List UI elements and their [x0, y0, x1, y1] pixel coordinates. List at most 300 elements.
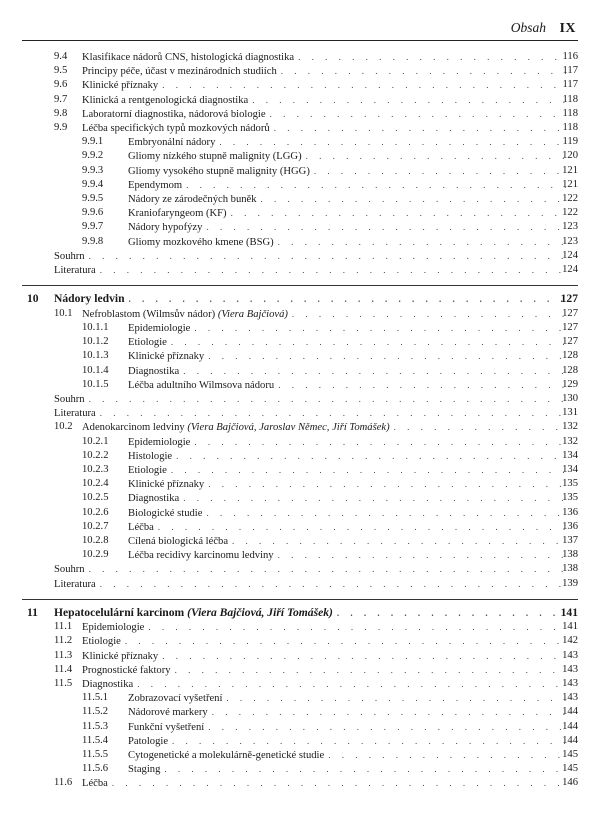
toc-entry-row [0, 321, 600, 335]
toc-entry-row [0, 463, 600, 477]
dot-leader [162, 649, 566, 663]
entry-number: 10.2.5 [82, 492, 109, 504]
entry-title-wrap [128, 691, 566, 706]
entry-number: 9.9.3 [82, 164, 104, 176]
entry-number: 11.5.1 [82, 692, 109, 704]
entry-title-text: Léčba [82, 778, 108, 790]
entry-number: 9.9.4 [82, 178, 104, 190]
entry-number: 9.9.7 [82, 221, 104, 233]
entry-title-text: Klinické příznaky [128, 351, 205, 363]
entry-title-wrap [128, 178, 566, 193]
entry-page-number: 117 [562, 65, 578, 77]
dot-leader [292, 307, 566, 321]
entry-title [128, 207, 231, 221]
toc-entry-row [0, 506, 600, 520]
entry-page-number: 137 [562, 534, 578, 546]
entry-title [54, 563, 89, 577]
entry-page-number: 132 [562, 435, 578, 447]
dot-leader [208, 720, 566, 734]
entry-title [128, 193, 261, 207]
entry-title-wrap [128, 748, 566, 763]
entry-title [82, 678, 137, 692]
entry-title [82, 777, 112, 791]
dot-leader [158, 520, 566, 534]
dot-leader [226, 691, 566, 705]
entry-page-number: 127 [560, 292, 578, 306]
entry-title [54, 264, 100, 278]
toc-entry-row [0, 649, 600, 663]
entry-number: 10.2.7 [82, 520, 109, 532]
entry-title-wrap [54, 249, 566, 264]
toc-entry-row [0, 378, 600, 392]
entry-title-wrap [128, 220, 566, 235]
entry-page-number: 135 [562, 492, 578, 504]
entry-page-number: 143 [562, 663, 578, 675]
entry-number: 11.3 [54, 649, 73, 661]
entry-title-wrap [128, 463, 566, 478]
entry-title [128, 365, 183, 379]
entry-number: 10.2.8 [82, 534, 109, 546]
entry-number: 10.2.6 [82, 506, 109, 518]
chapter-separator [22, 599, 578, 600]
entry-title [128, 322, 194, 336]
entry-title-text: Epidemiologie [82, 622, 145, 634]
entry-author: (Viera Bajčiová) [217, 308, 288, 320]
dot-leader [394, 420, 566, 434]
entry-title-text: Klinické příznaky [82, 650, 159, 662]
entry-title-wrap [82, 121, 566, 136]
entry-title-wrap [82, 64, 566, 79]
entry-title [128, 464, 171, 478]
entry-title-text: Léčba recidivy karcinomu ledviny [128, 550, 274, 562]
dot-leader [183, 364, 566, 378]
entry-title-text: Nefroblastom (Wilmsův nádor) [82, 308, 216, 320]
entry-title-wrap [128, 235, 566, 250]
entry-page-number: 143 [562, 692, 578, 704]
entry-number: 9.9.8 [82, 235, 104, 247]
toc-entry-row [0, 720, 600, 734]
entry-number: 10.2.4 [82, 478, 109, 490]
entry-page-number: 128 [562, 364, 578, 376]
entry-number: 11.1 [54, 621, 73, 633]
entry-title-wrap [82, 307, 566, 322]
entry-page-number: 118 [562, 93, 578, 105]
entry-title-wrap [82, 420, 566, 435]
entry-page-number: 135 [562, 478, 578, 490]
entry-page-number: 143 [562, 678, 578, 689]
dot-leader [171, 463, 566, 477]
toc-entry-row [0, 349, 600, 363]
entry-title-wrap [128, 321, 566, 336]
entry-title [128, 763, 164, 777]
toc-entry-row [0, 748, 600, 762]
entry-number: 11.5 [54, 678, 73, 689]
entry-page-number: 121 [562, 164, 578, 176]
entry-page-number: 119 [562, 136, 578, 148]
toc-entry-row [0, 235, 600, 249]
dot-leader [148, 620, 566, 634]
entry-title-text: Hepatocelulární karcinom [54, 605, 185, 619]
entry-page-number: 145 [562, 749, 578, 760]
entry-page-number: 141 [560, 605, 578, 619]
entry-page-number: 129 [562, 378, 578, 390]
entry-title-wrap [128, 449, 566, 464]
entry-title [128, 492, 183, 506]
entry-page-number: 122 [562, 193, 578, 204]
entry-title-wrap [128, 762, 566, 777]
entry-number: 9.9.5 [82, 193, 104, 204]
entry-page-number: 134 [562, 449, 578, 461]
entry-title-text: Principy péče, účast v mezinárodních studiích [82, 66, 277, 78]
dot-leader [261, 192, 566, 206]
entry-title-wrap [82, 677, 566, 692]
toc-entry-row [0, 435, 600, 449]
entry-title-text: Souhrn [54, 393, 85, 405]
toc-entry-row [0, 548, 600, 562]
entry-title [82, 79, 162, 93]
entry-title-text: Funkční vyšetření [128, 721, 205, 733]
dot-leader [208, 349, 566, 363]
entry-title-text: Etiologie [82, 636, 121, 648]
entry-number: 9.9.2 [82, 150, 104, 162]
entry-page-number: 121 [562, 178, 578, 190]
dot-leader [129, 291, 566, 307]
toc-entry-row [0, 705, 600, 719]
dot-leader [298, 50, 566, 64]
entry-page-number: 123 [562, 221, 578, 233]
dot-leader [252, 93, 566, 107]
entry-page-number: 118 [562, 107, 578, 119]
entry-title [54, 250, 89, 264]
entry-title-text: Literatura [54, 408, 96, 420]
entry-number: 11 [27, 605, 38, 619]
entry-title [54, 407, 100, 421]
entry-page-number: 132 [562, 421, 578, 433]
entry-title-wrap [82, 50, 566, 65]
dot-leader [314, 164, 566, 178]
dot-leader [212, 705, 566, 719]
toc-entry-row [0, 78, 600, 92]
entry-page-number: 131 [562, 407, 578, 419]
entry-title-text: Nádory ledvin [54, 292, 125, 306]
toc-chapter-row [0, 605, 600, 621]
entry-title-text: Gliomy vysokého stupně malignity (HGG) [128, 165, 310, 177]
dot-leader [100, 406, 566, 420]
entry-title-text: Etiologie [128, 464, 167, 476]
entry-title-wrap [54, 577, 566, 592]
dot-leader [176, 449, 566, 463]
entry-title [82, 65, 281, 79]
toc-entry-row [0, 620, 600, 634]
entry-number: 11.5.5 [82, 749, 109, 760]
entry-title [128, 692, 226, 706]
header-section-title: Obsah [510, 20, 547, 35]
dot-leader [89, 392, 566, 406]
entry-title [82, 308, 292, 322]
entry-title [82, 94, 252, 108]
entry-number: 10 [27, 292, 39, 306]
entry-title [54, 605, 337, 621]
entry-title [82, 635, 125, 649]
dot-leader [206, 506, 566, 520]
entry-number: 11.5.6 [82, 763, 109, 775]
toc-entry-row [0, 364, 600, 378]
dot-leader [100, 577, 566, 591]
toc-entry-row [0, 734, 600, 748]
dot-leader [270, 107, 566, 121]
toc-entry-row [0, 691, 600, 705]
dot-leader [194, 321, 566, 335]
dot-leader [231, 206, 566, 220]
entry-title-text: Literatura [54, 265, 96, 276]
entry-title [82, 108, 270, 122]
header-page-number: IX [559, 21, 576, 36]
toc-entry-row [0, 149, 600, 163]
entry-title-text: Ependymom [128, 179, 183, 191]
entry-number: 10.1.2 [82, 336, 109, 348]
entry-title-text: Cytogenetické a molekulárně-genetické studie [128, 750, 325, 761]
entry-title-wrap [82, 776, 566, 791]
entry-number: 11.2 [54, 635, 73, 647]
toc-entry-row [0, 762, 600, 776]
entry-title-text: Nádory hypofýzy [128, 222, 203, 234]
toc-entry-row [0, 263, 600, 277]
entry-title [82, 621, 148, 635]
entry-title [128, 236, 278, 250]
entry-title-text: Embryonální nádory [128, 137, 216, 149]
entry-title-text: Léčba specifických typů mozkových nádorů [82, 123, 270, 134]
entry-title-text: Diagnostika [128, 493, 180, 505]
entry-title [128, 436, 194, 450]
entry-title-text: Epidemiologie [128, 322, 191, 334]
dot-leader [162, 78, 566, 92]
entry-page-number: 146 [562, 777, 578, 789]
entry-title-text: Etiologie [128, 337, 167, 349]
entry-number: 10.1.5 [82, 378, 109, 390]
entry-title-text: Epidemiologie [128, 436, 191, 448]
entry-title [128, 136, 219, 150]
dot-leader [186, 178, 566, 192]
dot-leader [278, 235, 566, 249]
header-text [511, 20, 576, 37]
toc-entry-row [0, 677, 600, 691]
dot-leader [89, 249, 566, 263]
toc-entry-row [0, 249, 600, 263]
entry-title-wrap [128, 206, 566, 221]
dot-leader [164, 762, 566, 776]
entry-page-number: 141 [562, 621, 578, 633]
entry-title [128, 221, 206, 235]
dot-leader [278, 378, 566, 392]
entry-page-number: 144 [562, 734, 578, 746]
entry-title [128, 507, 206, 521]
entry-title-text: Gliomy mozkového kmene (BSG) [128, 236, 274, 248]
entry-title-text: Nádory ze zárodečných buněk [128, 194, 257, 205]
entry-title-text: Nádorové markery [128, 707, 208, 719]
entry-page-number: 138 [562, 563, 578, 575]
toc-entry-row [0, 534, 600, 548]
entry-page-number: 124 [562, 249, 578, 261]
entry-page-number: 116 [562, 51, 578, 62]
dot-leader [137, 677, 566, 691]
entry-page-number: 145 [562, 763, 578, 775]
entry-number: 9.9.1 [82, 136, 104, 148]
entry-number: 9.6 [54, 79, 68, 91]
entry-number: 10.2.2 [82, 449, 109, 461]
toc-entry-row [0, 663, 600, 677]
entry-title-text: Kraniofaryngeom (KF) [128, 208, 227, 220]
entry-title-wrap [54, 392, 566, 407]
entry-title [128, 450, 176, 464]
entry-title [128, 535, 232, 549]
entry-page-number: 130 [562, 392, 578, 404]
entry-title-text: Patologie [128, 735, 169, 747]
dot-leader [112, 776, 566, 790]
entry-title-wrap [128, 335, 566, 350]
entry-title-wrap [82, 663, 566, 678]
dot-leader [171, 335, 566, 349]
entry-title [128, 478, 208, 492]
entry-page-number: 117 [562, 79, 578, 91]
entry-page-number: 123 [562, 235, 578, 247]
entry-title-wrap [82, 107, 566, 122]
entry-page-number: 138 [562, 549, 578, 561]
entry-page-number: 127 [562, 321, 578, 333]
toc-entry-row [0, 335, 600, 349]
entry-page-number: 136 [562, 520, 578, 532]
entry-page-number: 124 [562, 264, 578, 275]
toc-entry-row [0, 477, 600, 491]
toc-entry-row [0, 392, 600, 406]
entry-title-text: Staging [128, 764, 161, 776]
dot-leader [328, 748, 566, 762]
toc-entry-row [0, 520, 600, 534]
toc-entry-row [0, 50, 600, 64]
entry-title-text: Laboratorní diagnostika, nádorová biologie [82, 108, 266, 120]
toc-entry-row [0, 64, 600, 78]
toc-entry-row [0, 220, 600, 234]
toc-entry-row [0, 562, 600, 576]
entry-number: 9.8 [54, 107, 68, 119]
entry-title-wrap [128, 364, 566, 379]
entry-title-wrap [54, 406, 566, 421]
dot-leader [232, 534, 566, 548]
entry-title-wrap [128, 705, 566, 720]
entry-title [82, 122, 274, 136]
running-header [22, 20, 578, 41]
entry-title-wrap [82, 634, 566, 649]
entry-page-number: 122 [562, 207, 578, 219]
entry-title-text: Adenokarcinom ledviny [82, 422, 185, 434]
entry-number: 10.1.3 [82, 350, 109, 362]
entry-title-wrap [128, 164, 566, 179]
dot-leader [208, 477, 566, 491]
entry-title-text: Gliomy nízkého stupně malignity (LGG) [128, 151, 302, 163]
entry-page-number: 139 [562, 577, 578, 589]
entry-title [128, 549, 278, 563]
entry-title-text: Diagnostika [82, 679, 134, 690]
toc-chapter-row [0, 291, 600, 307]
entry-title-wrap [128, 534, 566, 549]
entry-title [54, 291, 129, 307]
entry-author: (Viera Bajčiová, Jaroslav Němec, Jiří Tomášek) [187, 422, 390, 434]
toc-entry-row [0, 406, 600, 420]
entry-page-number: 142 [562, 635, 578, 647]
entry-title [82, 421, 394, 435]
toc-entry-row [0, 192, 600, 206]
toc-entry-row [0, 449, 600, 463]
entry-page-number: 143 [562, 649, 578, 661]
entry-title-wrap [128, 135, 566, 150]
toc-entry-row [0, 178, 600, 192]
entry-title [128, 749, 328, 763]
entry-title-text: Souhrn [54, 250, 85, 262]
dot-leader [206, 220, 566, 234]
entry-title-wrap [128, 720, 566, 735]
entry-title-text: Prognostické faktory [82, 664, 171, 676]
entry-title-wrap [128, 378, 566, 393]
entry-number: 10.2.1 [82, 435, 109, 447]
entry-title-wrap [82, 620, 566, 635]
dot-leader [281, 64, 566, 78]
entry-title-wrap [128, 349, 566, 364]
entry-number: 10.1 [54, 307, 73, 319]
entry-title-wrap [54, 291, 566, 307]
entry-title-wrap [128, 435, 566, 450]
dot-leader [306, 149, 566, 163]
entry-title-text: Klasifikace nádorů CNS, histologická diagnostika [82, 52, 295, 63]
entry-title-wrap [54, 562, 566, 577]
dot-leader [125, 634, 566, 648]
toc-entry-row [0, 93, 600, 107]
dot-leader [274, 121, 566, 135]
toc-entry-row [0, 776, 600, 790]
dot-leader [278, 548, 566, 562]
entry-number: 10.2.9 [82, 549, 109, 561]
toc-entry-row [0, 121, 600, 135]
entry-title [128, 521, 158, 535]
entry-title-wrap [128, 734, 566, 749]
toc-entry-row [0, 164, 600, 178]
dot-leader [183, 491, 566, 505]
entry-title-wrap [128, 477, 566, 492]
dot-leader [219, 135, 566, 149]
entry-number: 10.1.4 [82, 364, 109, 376]
entry-title-wrap [82, 93, 566, 108]
entry-title-wrap [128, 491, 566, 506]
dot-leader [337, 605, 566, 621]
toc-entry-row [0, 634, 600, 648]
entry-title [54, 393, 89, 407]
chapter-separator [22, 285, 578, 286]
toc-entry-row [0, 135, 600, 149]
entry-title [128, 179, 186, 193]
entry-title [128, 735, 172, 749]
entry-title-text: Zobrazovací vyšetření [128, 693, 223, 705]
entry-number: 10.1.1 [82, 321, 109, 333]
entry-number: 11.5.3 [82, 720, 109, 732]
entry-page-number: 134 [562, 463, 578, 475]
entry-title-wrap [128, 520, 566, 535]
toc-entry-row [0, 420, 600, 434]
dot-leader [175, 663, 566, 677]
entry-title-text: Souhrn [54, 564, 85, 576]
entry-number: 10.2.3 [82, 463, 109, 475]
entry-title-wrap [128, 149, 566, 164]
entry-title-wrap [82, 649, 566, 664]
toc-entry-row [0, 307, 600, 321]
entry-page-number: 136 [562, 506, 578, 518]
